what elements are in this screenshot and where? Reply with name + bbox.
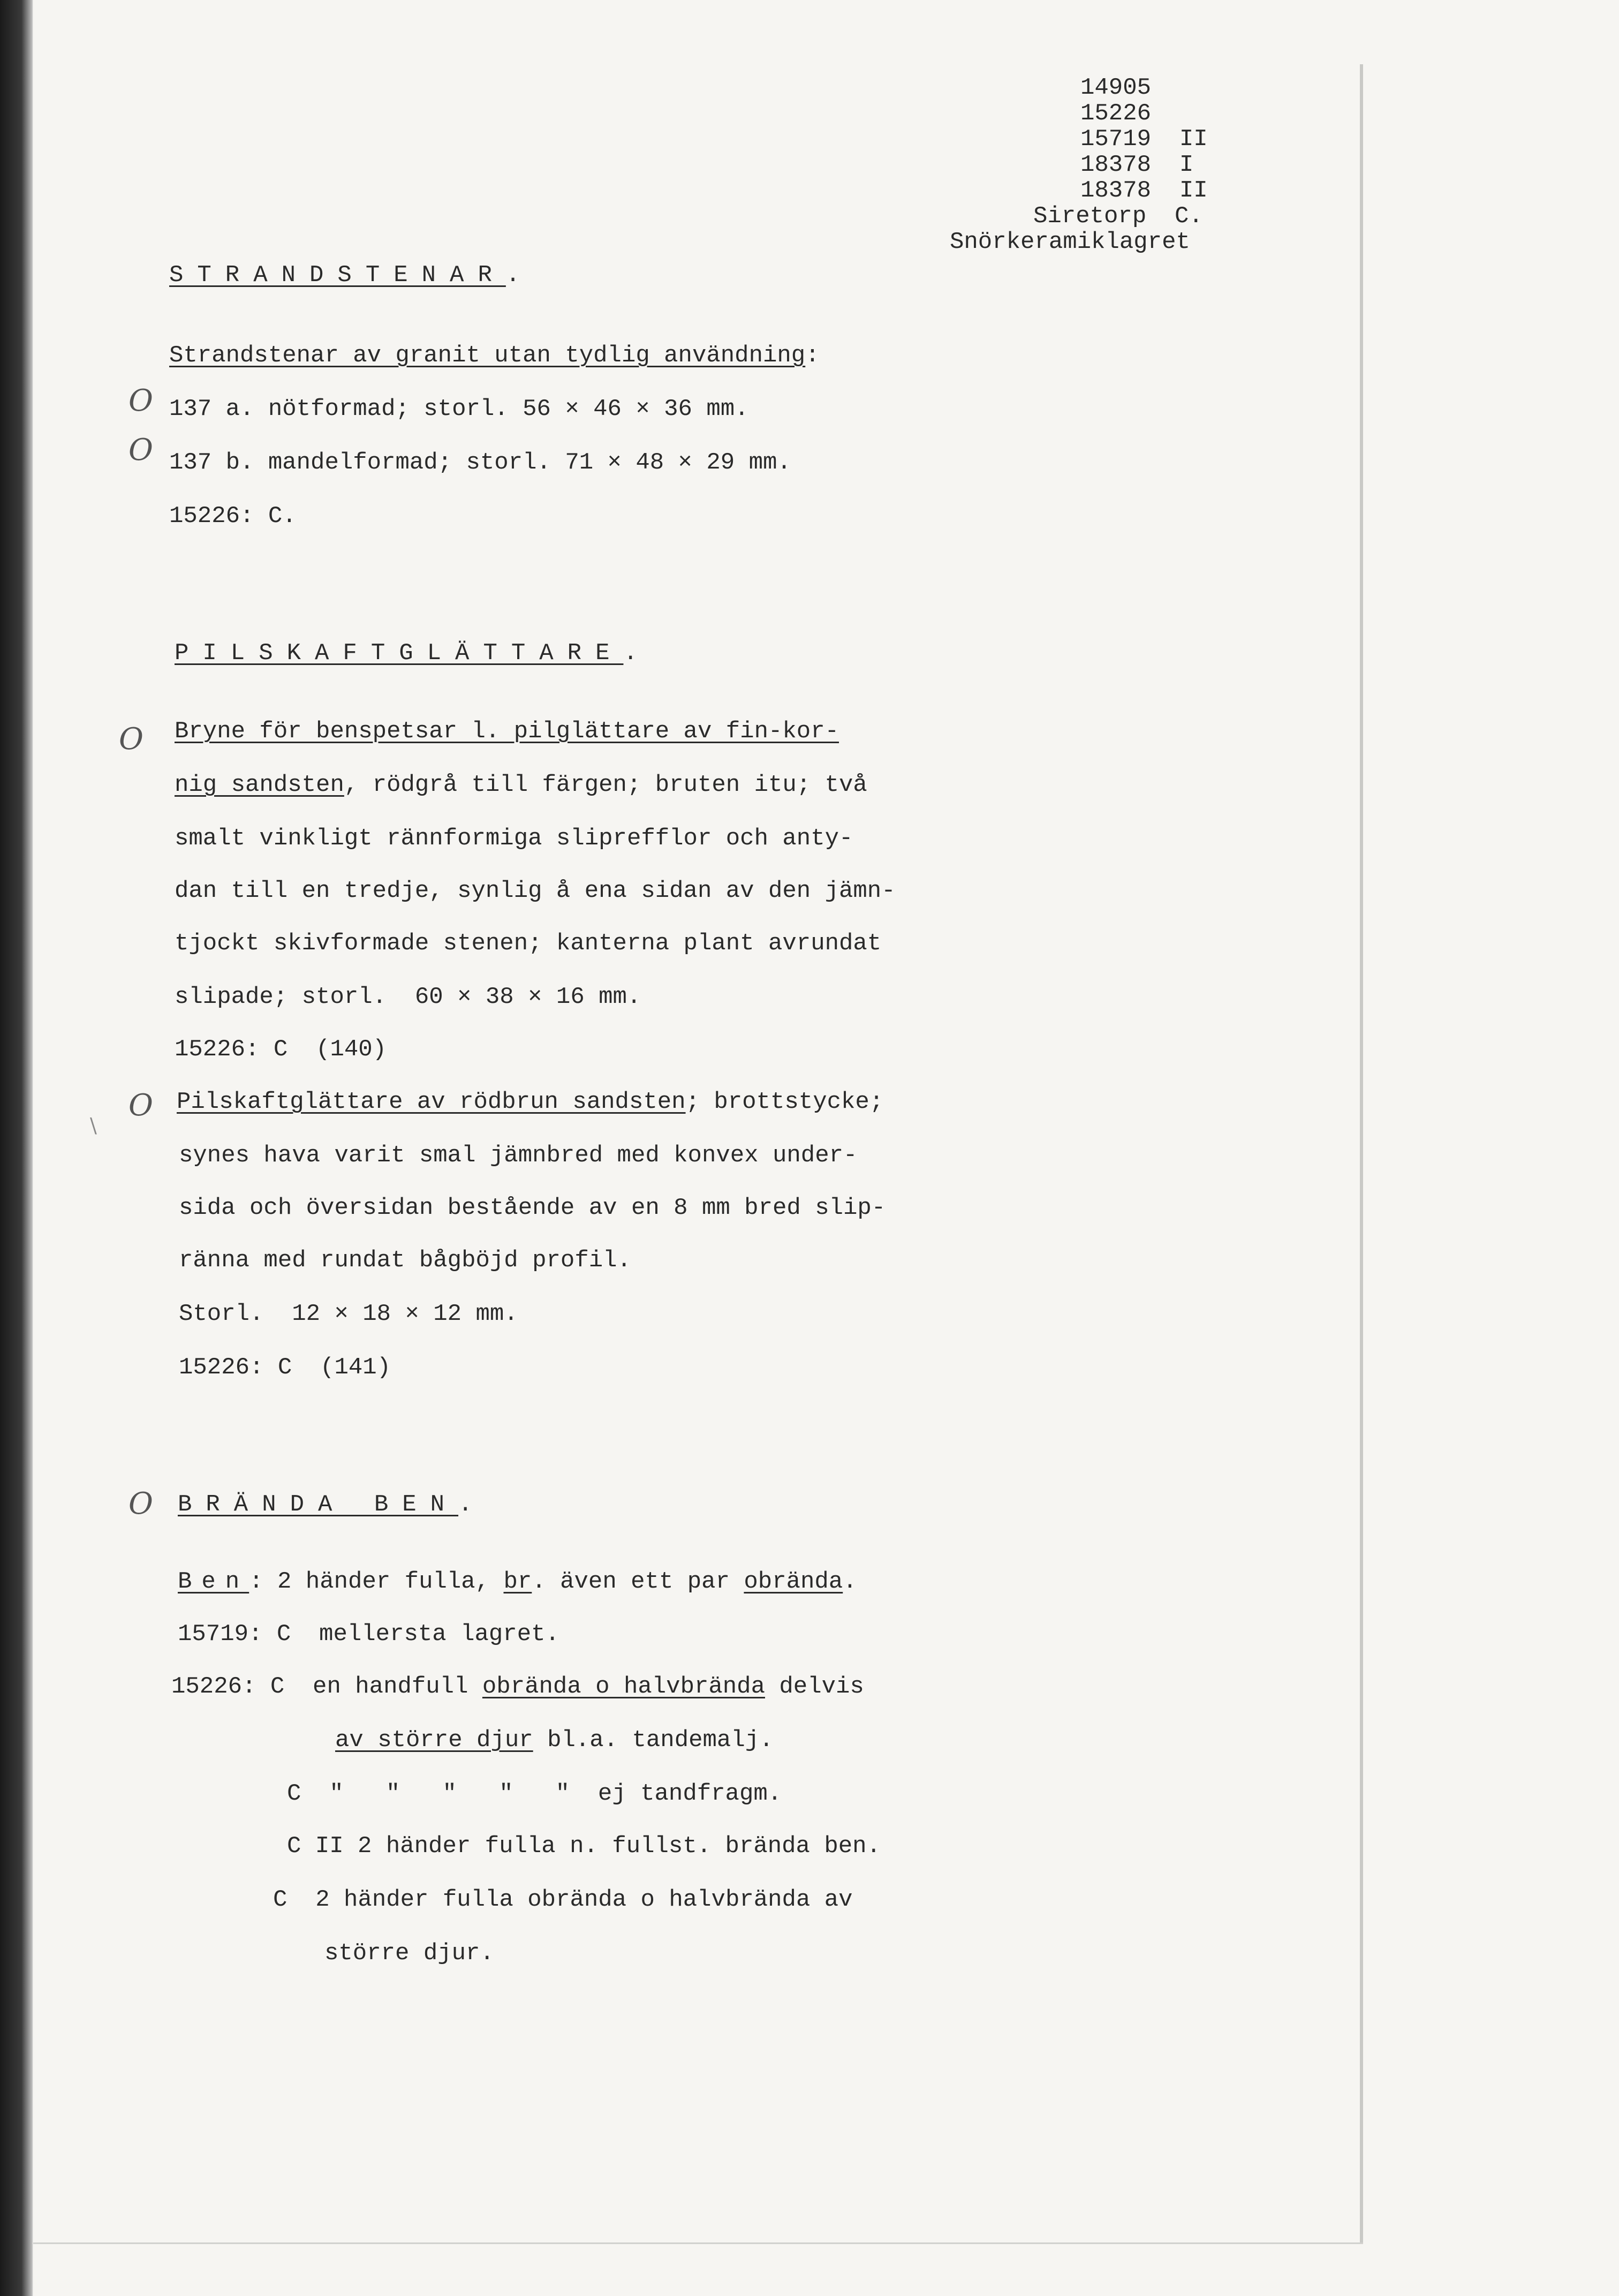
header-ref-4: 18378 I [1080,152,1194,178]
entry2-line-5: Storl. 12 × 18 × 12 mm. [179,1301,518,1327]
header-ref-2: 15226 [1080,100,1152,127]
ben-line-15226: 15226: C en handfull obrända o halvbrända delvis [171,1673,864,1700]
margin-mark-2: O [128,433,153,467]
entry2-line-2: synes hava varit smal jämnbred med konvex under- [179,1142,858,1169]
ben-line-c-ii: C II 2 händer fulla n. fullst. brända ben. [287,1833,881,1860]
header-ref-3: 15719 II [1080,126,1208,153]
entry1-head: Bryne för benspetsar l. pilglättare av fin-kor- [175,718,839,745]
margin-tick: \ [90,1114,97,1137]
entry1-line-6: slipade; storl. 60 × 38 × 16 mm. [175,984,641,1010]
section-title-strandstenar: STRANDSTENAR. [169,262,520,289]
entry2-head: Pilskaftglättare av rödbrun sandsten; brottstycke; [177,1089,884,1115]
entry2-line-4: ränna med rundat bågböjd profil. [179,1247,631,1274]
strandstenar-line-1: 137 a. nötformad; storl. 56 × 46 × 36 mm. [169,396,749,422]
entry1-line-4: dan till en tredje, synlig å ena sidan av den jämn- [175,878,896,904]
margin-mark-3: O [119,722,143,757]
entry2-line-6: 15226: C (141) [179,1354,391,1381]
page-left-edge [0,0,33,2296]
strandstenar-subtitle: Strandstenar av granit utan tydlig användning: [169,342,820,369]
entry1-line-5: tjockt skivformade stenen; kanterna plant avrundat [175,930,882,957]
ben-line-15719: 15719: C mellersta lagret. [178,1621,559,1648]
entry1-line-7: 15226: C (140) [175,1036,387,1063]
page-bottom-edge [33,2242,1363,2244]
page-right-edge [1360,64,1363,2244]
header-ref-5: 18378 II [1080,177,1208,204]
entry1-line-2: nig sandsten, rödgrå till färgen; bruten itu; två [175,772,867,798]
margin-mark-5: O [128,1486,153,1521]
entry1-line-3: smalt vinkligt rännformiga sliprefflor och anty- [175,825,853,852]
ben-line-storre: större djur. [324,1940,494,1967]
margin-mark-1: O [128,383,153,418]
section-title-pilskaftglattare: PILSKAFTGLÄTTARE. [175,640,638,667]
ben-line-c-2: C 2 händer fulla obrända o halvbrända av [273,1886,853,1913]
header-ref-1: 14905 [1080,74,1152,101]
ben-line-storre-djur: av större djur bl.a. tandemalj. [335,1727,774,1754]
strandstenar-line-3: 15226: C. [169,503,297,530]
strandstenar-line-2: 137 b. mandelformad; storl. 71 × 48 × 29 mm. [169,449,791,476]
ben-line: Ben: 2 händer fulla, br. även ett par obrända. [178,1568,857,1595]
ben-line-ditto: C " " " " " ej tandfragm. [287,1780,782,1807]
section-title-brandaben: BRÄNDA BEN. [178,1491,473,1518]
entry2-line-3: sida och översidan bestående av en 8 mm bred slip- [179,1195,886,1221]
header-ref-7: Snörkeramiklagret [950,229,1190,255]
margin-mark-4: O [128,1088,153,1123]
header-ref-6: Siretorp C. [1033,203,1203,230]
